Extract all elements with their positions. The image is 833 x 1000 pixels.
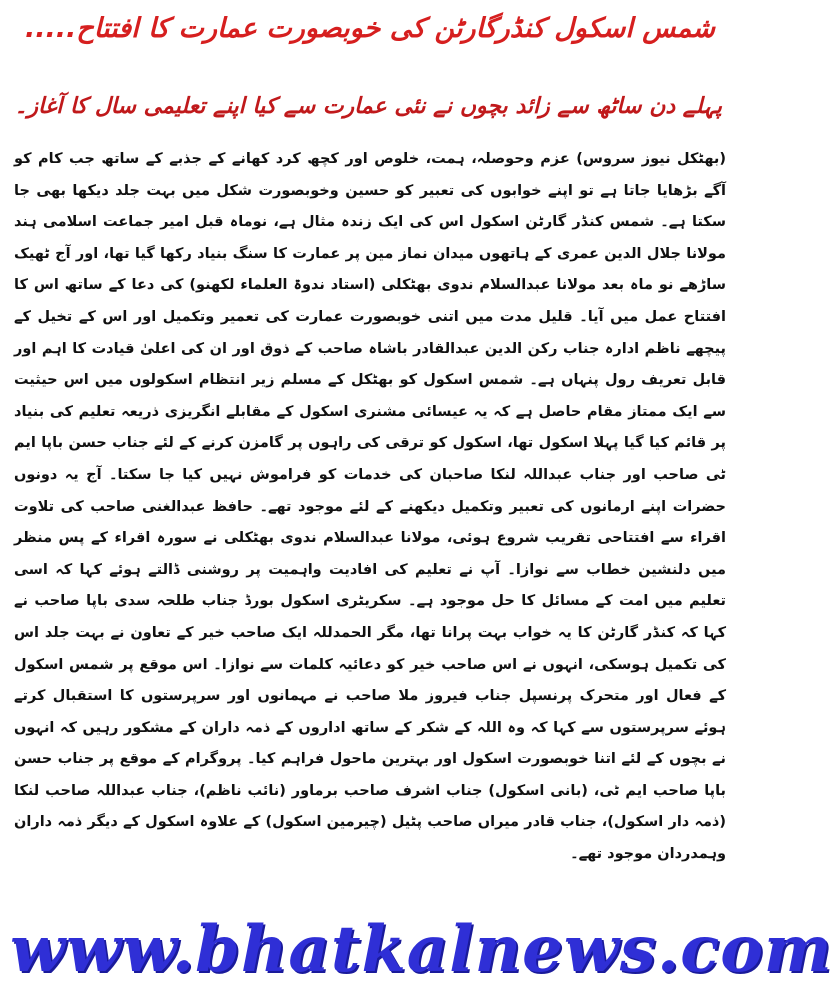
subheadline: پہلے دن ساٹھ سے زائد بچوں نے نئی عمارت سے کیا اپنے تعلیمی سال کا آغاز۔ <box>14 94 722 119</box>
article-body: (بھٹکل نیوز سروس) عزم وحوصلہ، ہمت، خلوص اور کچھ کرد کھانے کے جذبے کے ساتھ جب کام کو آگے بڑھایا جاتا ہے تو اپنے خوابوں کی تعبیر کو حسین وخوبصورت شکل میں بہت جلد دیکھا بھی جا سکتا ہے۔ شمس کنڈر گارٹن اسکول اس کی ایک زندہ مثال ہے، نوماہ قبل امیر جماعت اسلامی ہند مولانا جلال الدین عمری کے ہاتھوں میدان نماز مین پر عمارت کا سنگ بنیاد رکھا گیا تھا، اور آج ٹھیک ساڑھے نو ماہ بعد مولانا عبدالسلام ندوی بھٹکلی (استاد ندوۃ العلماء لکھنو) کی دعا کے ساتھ اس کا افتتاح عمل میں آیا۔ قلیل مدت میں اتنی خوبصورت عمارت کی تعمیر وتکمیل اور اس کے تخیل کے پیچھے ناظم ادارہ جناب رکن الدین عبدالقادر باشاہ صاحب کے ذوق اور ان کی اعلیٰ قیادت کا اہم اور قابل تعریف رول پنہاں ہے۔ شمس اسکول کو بھٹکل کے مسلم زیر انتظام اسکولوں میں اس حیثیت سے ایک ممتاز مقام حاصل ہے کہ یہ عیسائی مشنری اسکول کے مقابلے انگریزی ذریعہ تعلیم کی بنیاد پر قائم کیا گیا پہلا اسکول تھا، اسکول کو ترقی کی راہوں پر گامزن کرنے کے لئے جناب حسن باپا ایم ٹی صاحب اور جناب عبداللہ لنکا صاحبان کی خدمات کو فراموش نہیں کیا جا سکتا۔ آج یہ دونوں حضرات اپنے ارمانوں کی تعبیر وتکمیل دیکھنے کے لئے موجود تھے۔ حافظ عبدالغنی صاحب کی تلاوت اقراء سے افتتاحی تقریب شروع ہوئی، مولانا عبدالسلام ندوی بھٹکلی نے سورہ اقراء کے پس منظر میں دلنشین خطاب سے نوازا۔ آپ نے تعلیم کی افادیت واہمیت پر روشنی ڈالتے ہوئے کہا کہ اسی تعلیم میں امت کے مسائل کا حل موجود ہے۔ سکریٹری اسکول بورڈ جناب طلحہ سدی باپا صاحب نے کہا کہ کنڈر گارٹن کا یہ خواب بہت پرانا تھا، مگر الحمدللہ ایک صاحب خیر کے تعاون نے بہت جلد اس کی تکمیل ہوسکی، انہوں نے اس صاحب خیر کو دعائیہ کلمات سے نوازا۔ اس موقع پر شمس اسکول کے فعال اور متحرک پرنسپل جناب فیروز ملا صاحب نے مہمانوں اور سرپرستوں کا استقبال کرتے ہوئے سرپرستوں سے کہا کہ وہ اللہ کے شکر کے ساتھ اداروں کے ذمہ داران کے مشکور رہیں کہ انہوں نے بچوں کے لئے اتنا خوبصورت اسکول اور بہترین ماحول فراہم کیا۔ پروگرام کے موقع پر جناب حسن باپا صاحب ایم ٹی، (بانی اسکول) جناب اشرف صاحب برماور (نائب ناظم)، جناب عبداللہ صاحب لنکا (ذمہ دار اسکول)، جناب قادر میراں صاحب پٹیل (چیرمین اسکول) کے علاوہ اسکول کے دیگر ذمہ داران وہمدردان موجود تھے۔ <box>14 151 726 863</box>
headline: شمس اسکول کنڈرگارٹن کی خوبصورت عمارت کا افتتاح..... <box>25 13 715 44</box>
footer-website-url: www.bhatkalnews.com <box>10 912 833 987</box>
